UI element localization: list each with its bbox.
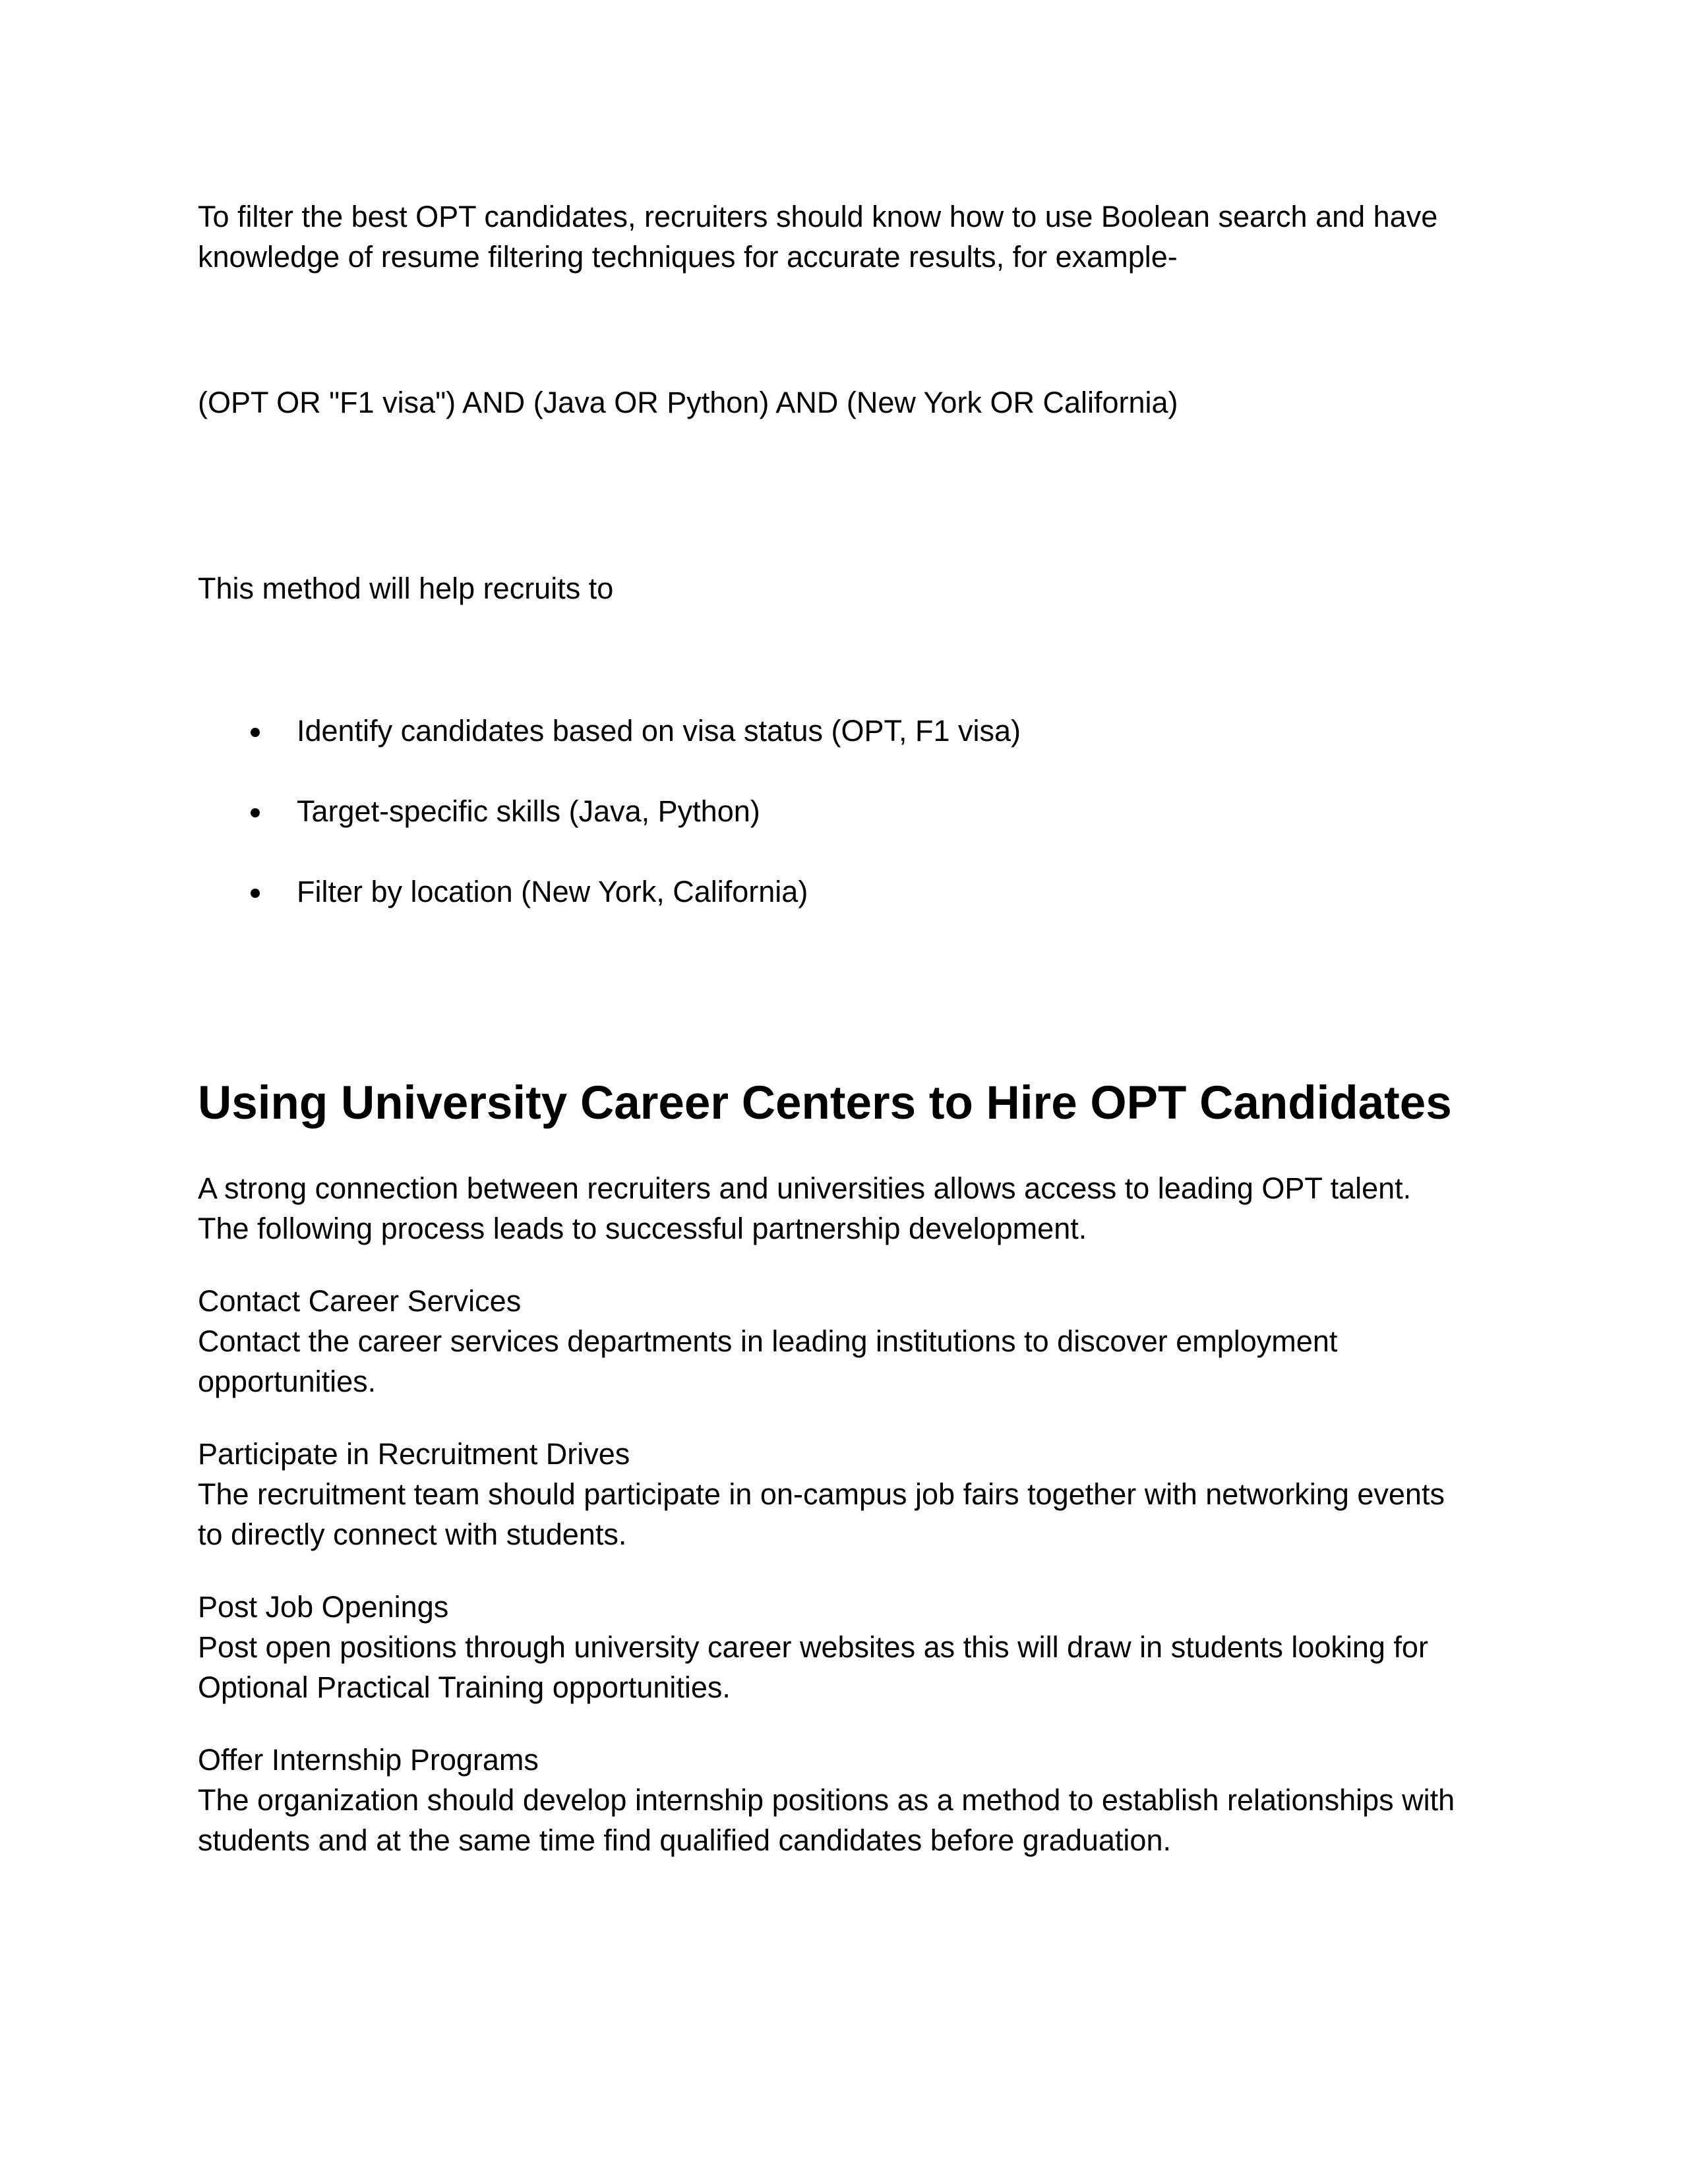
- step-recruitment-drives: [198, 1434, 1490, 1554]
- step-text-line-2: Optional Practical Training opportunities.: [198, 1670, 731, 1704]
- list-item: [198, 711, 1451, 751]
- list-item: [198, 791, 1451, 831]
- step-title: Post Job Openings: [198, 1590, 449, 1624]
- list-item-text: Target-specific skills (Java, Python): [297, 794, 760, 828]
- bullet-icon: [251, 728, 260, 737]
- step-contact-career-services: [198, 1281, 1490, 1402]
- step-text-line-1: Contact the career services departments in leading institutions to discover employment: [198, 1324, 1338, 1358]
- benefits-list: [198, 711, 1451, 952]
- section-intro-paragraph: [198, 1168, 1490, 1249]
- list-item-text: Filter by location (New York, California): [297, 875, 808, 908]
- section-intro-line-2: The following process leads to successful partnership development.: [198, 1212, 1087, 1245]
- step-internship-programs: [198, 1740, 1490, 1860]
- intro-line-1: To filter the best OPT candidates, recruiters should know how to use Boolean search and have: [198, 200, 1438, 233]
- step-text-line-1: Post open positions through university career websites as this will draw in students looking for: [198, 1630, 1428, 1664]
- bullet-icon: [251, 808, 260, 817]
- step-post-job-openings: [198, 1587, 1490, 1707]
- bullet-icon: [251, 889, 260, 898]
- step-text-line-1: The organization should develop internship positions as a method to establish relationships with: [198, 1783, 1455, 1817]
- section-intro-line-1: A strong connection between recruiters and universities allows access to leading OPT talent.: [198, 1171, 1412, 1205]
- step-text-line-1: The recruitment team should participate in on-campus job fairs together with networking events: [198, 1477, 1445, 1511]
- section-heading: Using University Career Centers to Hire OPT Candidates: [198, 1077, 1452, 1129]
- step-text-line-2: to directly connect with students.: [198, 1518, 627, 1551]
- boolean-search-example: (OPT OR "F1 visa") AND (Java OR Python) AND (New York OR California): [198, 386, 1178, 419]
- intro-line-2: knowledge of resume filtering techniques for accurate results, for example-: [198, 240, 1178, 274]
- step-title: Offer Internship Programs: [198, 1743, 539, 1777]
- step-text-line-2: students and at the same time find qualified candidates before graduation.: [198, 1823, 1171, 1857]
- intro-paragraph: [198, 196, 1490, 277]
- step-text-line-2: opportunities.: [198, 1365, 377, 1398]
- list-item: [198, 871, 1451, 912]
- method-lead-text: This method will help recruits to: [198, 572, 614, 605]
- step-title: Participate in Recruitment Drives: [198, 1437, 630, 1471]
- step-title: Contact Career Services: [198, 1284, 522, 1318]
- list-item-text: Identify candidates based on visa status (OPT, F1 visa): [297, 714, 1021, 748]
